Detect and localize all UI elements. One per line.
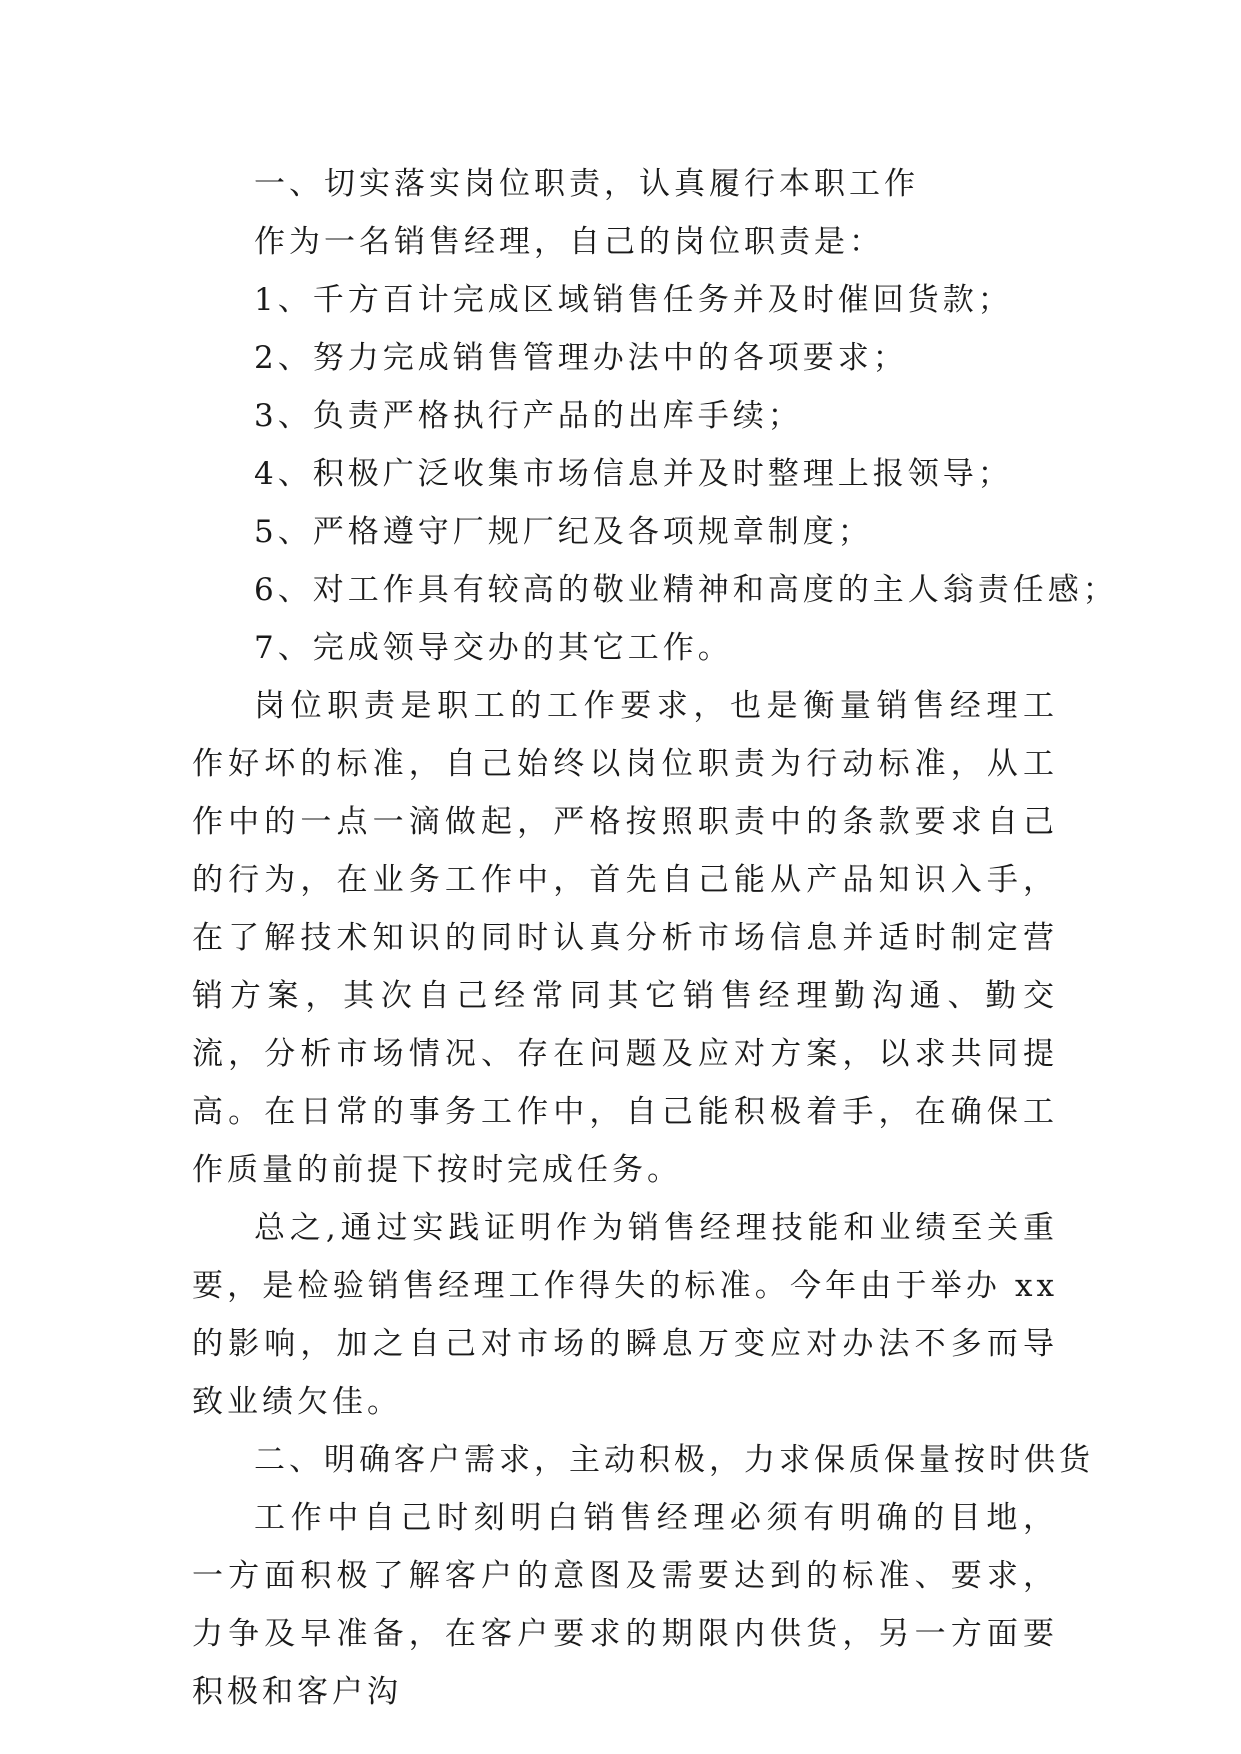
duty-item-1: 1、千方百计完成区域销售任务并及时催回货款； [254,282,1013,318]
duty-item-4: 4、积极广泛收集市场信息并及时整理上报领导； [254,456,1013,492]
duty-item-7: 7、完成领导交办的其它工作。 [254,630,733,666]
body-paragraph-3: 工作中自己时刻明白销售经理必须有明确的目地，一方面积极了解客户的意图及需要达到的标准、要求，力争及早准备，在客户要求的期限内供货，另一方面要积极和客户沟 [192,1500,1058,1710]
duty-item-2: 2、努力完成销售管理办法中的各项要求； [254,340,908,376]
duty-item-5: 5、严格遵守厂规厂纪及各项规章制度； [254,514,873,550]
duties-intro: 作为一名销售经理，自己的岗位职责是： [254,224,884,260]
section-heading-1: 一、切实落实岗位职责，认真履行本职工作 [254,166,919,202]
section-heading-2: 二、明确客户需求，主动积极，力求保质保量按时供货 [254,1442,1094,1478]
duty-item-3: 3、负责严格执行产品的出库手续； [254,398,803,434]
body-paragraph-1: 岗位职责是职工的工作要求，也是衡量销售经理工作好坏的标准，自己始终以岗位职责为行动标准，从工作中的一点一滴做起，严格按照职责中的条款要求自己的行为，在业务工作中，首先自己能从产品知识入手，在了解技术知识的同时认真分析市场信息并适时制定营销方案，其次自己经常同其它销售经理勤沟通、勤交流，分析市场情况、存在问题及应对方案，以求共同提高。在日常的事务工作中，自己能积极着手，在确保工作质量的前提下按时完成任务。 [192,688,1058,1188]
duty-item-6: 6、对工作具有较高的敬业精神和高度的主人翁责任感； [254,572,1118,608]
body-paragraph-2: 总之,通过实践证明作为销售经理技能和业绩至关重要，是检验销售经理工作得失的标准。今年由于举办 xx 的影响，加之自己对市场的瞬息万变应对办法不多而导致业绩欠佳。 [192,1210,1058,1420]
document-body [192,155,1118,1721]
